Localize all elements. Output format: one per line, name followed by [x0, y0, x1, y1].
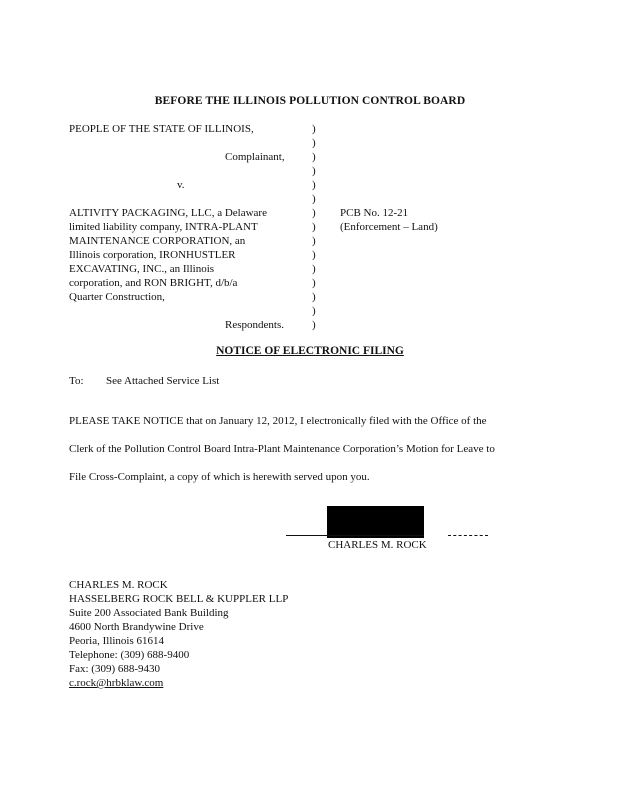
defendant-line: Quarter Construction, — [69, 291, 165, 303]
signature-line — [286, 535, 424, 536]
paren: ) — [312, 319, 316, 331]
paren: ) — [312, 151, 316, 163]
plaintiff-name: PEOPLE OF THE STATE OF ILLINOIS, — [69, 123, 254, 135]
redacted-signature — [327, 506, 424, 538]
notice-body-line: PLEASE TAKE NOTICE that on January 12, 2012, I electronically filed with the Office of the — [69, 415, 487, 427]
defendant-line: MAINTENANCE CORPORATION, an — [69, 235, 246, 247]
to-value: See Attached Service List — [106, 375, 220, 387]
paren: ) — [312, 221, 316, 233]
defendant-line: EXCAVATING, INC., an Illinois — [69, 263, 215, 275]
defendants-block — [69, 206, 299, 304]
paren: ) — [312, 137, 316, 149]
paren: ) — [312, 193, 316, 205]
to-label: To: — [69, 375, 84, 387]
paren: ) — [312, 165, 316, 177]
contact-line: 4600 North Brandywine Drive — [69, 621, 204, 633]
contact-line: Suite 200 Associated Bank Building — [69, 607, 229, 619]
paren: ) — [312, 249, 316, 261]
paren: ) — [312, 235, 316, 247]
defendant-line: Illinois corporation, IRONHUSTLER — [69, 249, 236, 261]
attorney-contact-block — [69, 578, 288, 690]
contact-line: CHARLES M. ROCK — [69, 579, 168, 591]
paren: ) — [312, 123, 316, 135]
board-title: BEFORE THE ILLINOIS POLLUTION CONTROL BOARD — [154, 95, 466, 107]
contact-line: HASSELBERG ROCK BELL & KUPPLER LLP — [69, 593, 289, 605]
signature-name: CHARLES M. ROCK — [328, 539, 427, 551]
defendant-line: corporation, and RON BRIGHT, d/b/a — [69, 277, 238, 289]
contact-line: Peoria, Illinois 61614 — [69, 635, 165, 647]
paren: ) — [312, 263, 316, 275]
case-number: PCB No. 12-21 — [340, 207, 409, 219]
defendants-role: Respondents. — [225, 319, 284, 331]
case-type: (Enforcement – Land) — [340, 221, 438, 233]
paren: ) — [312, 291, 316, 303]
paren: ) — [312, 207, 316, 219]
paren: ) — [312, 277, 316, 289]
plaintiff-role: Complainant, — [225, 151, 285, 163]
versus-label: v. — [177, 179, 185, 191]
notice-body-line: Clerk of the Pollution Control Board Intra-Plant Maintenance Corporation’s Motion for Leave to — [69, 443, 495, 455]
paren: ) — [312, 179, 316, 191]
notice-title: NOTICE OF ELECTRONIC FILING — [216, 345, 404, 357]
contact-line: Telephone: (309) 688-9400 — [69, 649, 190, 661]
defendant-line: ALTIVITY PACKAGING, LLC, a Delaware — [69, 207, 267, 219]
signature-line-dashed — [448, 535, 488, 536]
caption-paren-column — [312, 122, 322, 332]
notice-body-line: File Cross-Complaint, a copy of which is herewith served upon you. — [69, 471, 370, 483]
defendant-line: limited liability company, INTRA-PLANT — [69, 221, 258, 233]
paren: ) — [312, 305, 316, 317]
contact-email[interactable]: c.rock@hrbklaw.com — [69, 677, 164, 689]
contact-line: Fax: (309) 688-9430 — [69, 663, 161, 675]
